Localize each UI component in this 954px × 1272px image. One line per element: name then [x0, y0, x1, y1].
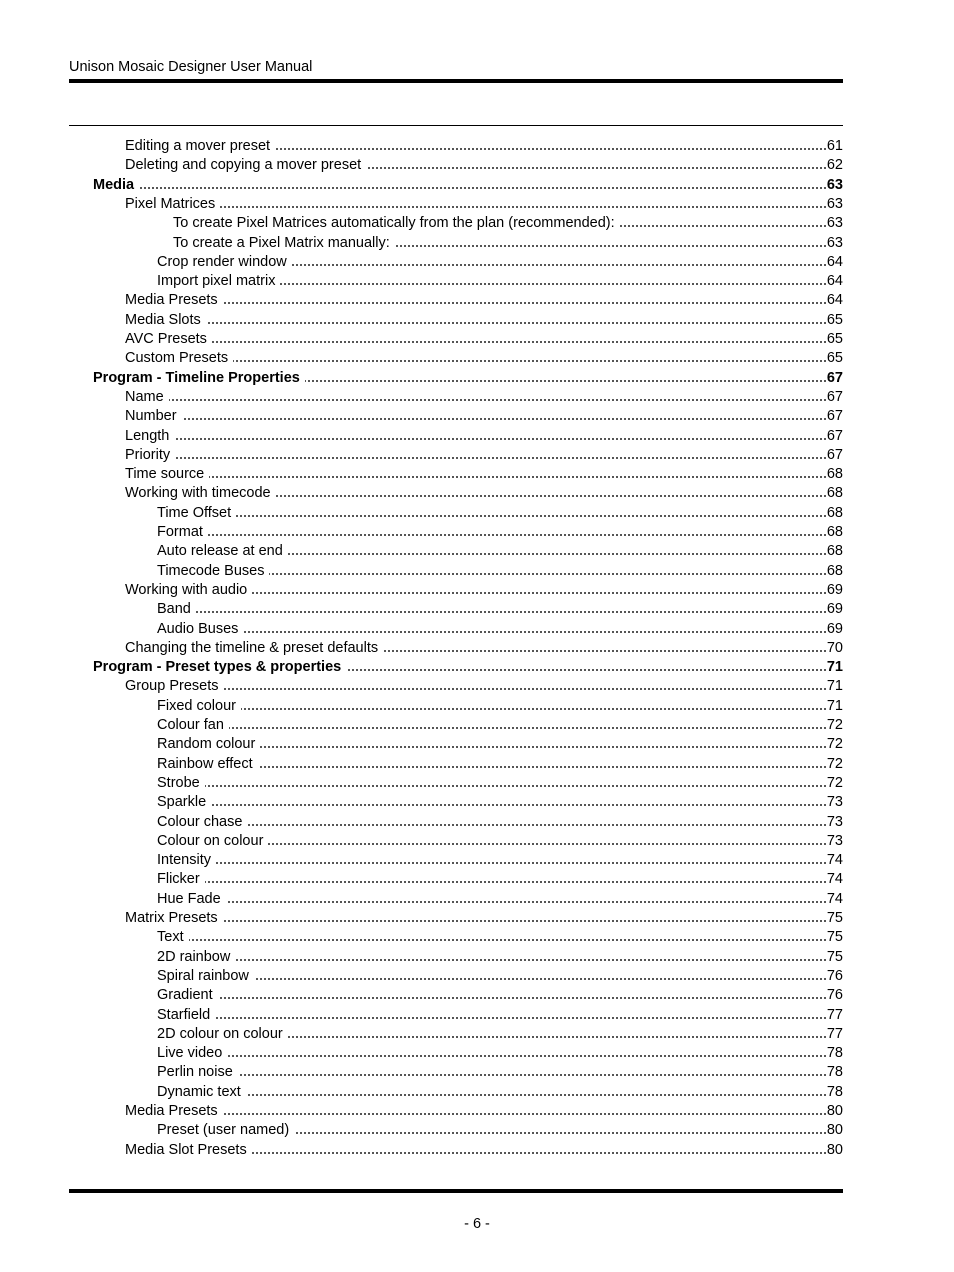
toc-leader-dots — [157, 997, 826, 999]
toc-entry[interactable] — [0, 388, 954, 407]
toc-entry-page: 78 — [826, 1045, 843, 1062]
toc-entry-page: 76 — [826, 987, 843, 1004]
toc-leader-dots — [157, 1017, 826, 1019]
toc-entry-page: 61 — [826, 138, 843, 154]
toc-leader-dots — [125, 920, 826, 922]
toc-entry-label: Strobe — [157, 774, 205, 793]
toc-entry-label: Dynamic text — [157, 1083, 246, 1102]
toc-entry[interactable] — [0, 291, 954, 310]
toc-entry[interactable] — [0, 214, 954, 233]
toc-entry-label: Random colour — [157, 735, 260, 754]
toc-entry-label: Deleting and copying a mover preset — [125, 156, 366, 175]
toc-entry-label: Length — [125, 427, 174, 446]
toc-entry[interactable] — [0, 1083, 954, 1102]
toc-entry-label: Group Presets — [125, 677, 224, 696]
toc-leader-dots — [125, 476, 826, 478]
toc-entry-label: Number — [125, 407, 182, 426]
toc-entry-page: 69 — [826, 581, 843, 598]
toc-entry-label: Working with timecode — [125, 484, 276, 503]
toc-entry-label: Fixed colour — [157, 697, 241, 716]
toc-entry-page: 71 — [826, 659, 843, 676]
toc-entry[interactable] — [0, 1063, 954, 1082]
toc-leader-dots — [157, 708, 826, 710]
toc-leader-dots — [157, 824, 826, 826]
toc-leader-dots — [93, 187, 826, 189]
toc-entry[interactable] — [0, 369, 954, 388]
toc-entry[interactable] — [0, 1102, 954, 1121]
toc-entry-label: Text — [157, 928, 189, 947]
toc-entry-page: 63 — [826, 234, 843, 251]
toc-entry[interactable] — [0, 639, 954, 658]
toc-entry-label: Media Presets — [125, 1102, 223, 1121]
toc-entry[interactable] — [0, 1121, 954, 1140]
toc-entry[interactable] — [0, 234, 954, 253]
toc-entry[interactable] — [0, 755, 954, 774]
toc-entry[interactable] — [0, 176, 954, 195]
toc-leader-dots — [157, 1074, 826, 1076]
header-rule-thick — [69, 79, 843, 83]
toc-entry-page: 73 — [826, 832, 843, 849]
toc-leader-dots — [157, 804, 826, 806]
toc-entry-label: Time Offset — [157, 504, 236, 523]
toc-entry-page: 64 — [826, 273, 843, 290]
toc-entry-page: 80 — [826, 1141, 843, 1158]
toc-entry-page: 68 — [826, 485, 843, 502]
toc-entry-page: 67 — [826, 427, 843, 444]
toc-entry[interactable] — [0, 832, 954, 851]
toc-leader-dots — [157, 1055, 826, 1057]
toc-entry[interactable] — [0, 658, 954, 677]
toc-leader-dots — [157, 631, 826, 633]
toc-entry-label: Perlin noise — [157, 1063, 238, 1082]
toc-entry-page: 63 — [826, 176, 843, 193]
toc-entry-label: AVC Presets — [125, 330, 212, 349]
toc-entry[interactable] — [0, 253, 954, 272]
toc-entry-page: 71 — [826, 678, 843, 695]
toc-leader-dots — [125, 341, 826, 343]
toc-leader-dots — [125, 206, 826, 208]
toc-entry-page: 73 — [826, 813, 843, 830]
toc-entry-label: Pixel Matrices — [125, 195, 220, 214]
toc-leader-dots — [125, 688, 826, 690]
toc-entry[interactable] — [0, 542, 954, 561]
toc-entry-page: 70 — [826, 639, 843, 656]
toc-entry[interactable] — [0, 137, 954, 156]
toc-entry-label: Program - Timeline Properties — [93, 369, 305, 388]
toc-entry-page: 68 — [826, 524, 843, 540]
toc-entry[interactable] — [0, 870, 954, 889]
toc-entry[interactable] — [0, 890, 954, 909]
toc-entry-label: Colour on colour — [157, 832, 268, 851]
toc-entry-page: 80 — [826, 1103, 843, 1119]
toc-entry-page: 67 — [826, 388, 843, 405]
toc-entry-label: Format — [157, 523, 208, 542]
toc-entry[interactable] — [0, 620, 954, 639]
toc-entry[interactable] — [0, 1141, 954, 1160]
toc-entry-page: 71 — [826, 697, 843, 714]
toc-entry-label: Spiral rainbow — [157, 967, 254, 986]
toc-entry-label: Sparkle — [157, 793, 211, 812]
toc-entry-page: 72 — [826, 736, 843, 753]
toc-leader-dots — [125, 302, 826, 304]
toc-entry[interactable] — [0, 774, 954, 793]
toc-entry-label: Colour chase — [157, 813, 247, 832]
toc-entry-label: Hue Fade — [157, 890, 226, 909]
toc-entry-label: Preset (user named) — [157, 1121, 294, 1140]
toc-entry[interactable] — [0, 523, 954, 542]
toc-entry-label: Flicker — [157, 870, 205, 889]
toc-entry-page: 67 — [826, 369, 843, 386]
toc-entry-label: Matrix Presets — [125, 909, 223, 928]
toc-leader-dots — [157, 939, 826, 941]
toc-entry-label: Starfield — [157, 1006, 215, 1025]
toc-entry-page: 68 — [826, 466, 843, 483]
toc-entry-page: 72 — [826, 717, 843, 733]
toc-entry-page: 65 — [826, 350, 843, 367]
footer-rule — [69, 1189, 843, 1193]
toc-entry[interactable] — [0, 195, 954, 214]
toc-entry-label: 2D colour on colour — [157, 1025, 288, 1044]
toc-entry-label: To create a Pixel Matrix manually: — [173, 234, 395, 253]
toc-entry-label: Gradient — [157, 986, 218, 1005]
toc-entry-label: Media Slots — [125, 311, 206, 330]
toc-entry[interactable] — [0, 427, 954, 446]
toc-entry[interactable] — [0, 813, 954, 832]
toc-entry-label: Media — [93, 176, 139, 195]
toc-entry-label: Media Slot Presets — [125, 1141, 252, 1160]
toc-entry-label: Timecode Buses — [157, 562, 269, 581]
toc-entry[interactable] — [0, 562, 954, 581]
toc-leader-dots — [157, 1094, 826, 1096]
toc-entry-page: 75 — [826, 929, 843, 946]
toc-entry-page: 77 — [826, 1025, 843, 1042]
toc-entry-page: 69 — [826, 620, 843, 637]
toc-entry-page: 73 — [826, 794, 843, 811]
toc-entry-page: 72 — [826, 774, 843, 791]
toc-entry[interactable] — [0, 600, 954, 619]
toc-entry-page: 62 — [826, 157, 843, 174]
toc-entry-label: Media Presets — [125, 291, 223, 310]
header-rule-thin — [69, 125, 843, 126]
toc-leader-dots — [125, 438, 826, 440]
toc-entry-label: Priority — [125, 446, 175, 465]
toc-entry-page: 77 — [826, 1006, 843, 1023]
toc-entry-label: Import pixel matrix — [157, 272, 280, 291]
toc-entry[interactable] — [0, 793, 954, 812]
toc-leader-dots — [157, 727, 826, 729]
toc-entry[interactable] — [0, 484, 954, 503]
toc-entry-page: 65 — [826, 311, 843, 328]
toc-entry-page: 63 — [826, 215, 843, 232]
toc-entry-page: 78 — [826, 1064, 843, 1081]
toc-entry-page: 78 — [826, 1083, 843, 1100]
toc-entry-label: Intensity — [157, 851, 216, 870]
toc-entry[interactable] — [0, 407, 954, 426]
toc-entry[interactable] — [0, 851, 954, 870]
toc-entry[interactable] — [0, 156, 954, 175]
toc-entry[interactable] — [0, 504, 954, 523]
toc-leader-dots — [125, 418, 826, 420]
toc-entry[interactable] — [0, 948, 954, 967]
toc-leader-dots — [157, 862, 826, 864]
toc-entry-page: 63 — [826, 195, 843, 212]
toc-entry-label: Crop render window — [157, 253, 292, 272]
toc-entry-page: 74 — [826, 871, 843, 888]
toc-entry[interactable] — [0, 349, 954, 368]
toc-entry[interactable] — [0, 1025, 954, 1044]
toc-entry-label: Audio Buses — [157, 620, 243, 639]
toc-entry-page: 80 — [826, 1122, 843, 1139]
toc-entry-page: 74 — [826, 890, 843, 907]
toc-entry-label: Changing the timeline & preset defaults — [125, 639, 383, 658]
toc-leader-dots — [157, 534, 826, 536]
toc-leader-dots — [157, 611, 826, 613]
toc-entry-page: 74 — [826, 852, 843, 869]
toc-leader-dots — [125, 399, 826, 401]
toc-leader-dots — [125, 1113, 826, 1115]
toc-entry[interactable] — [0, 1044, 954, 1063]
toc-entry[interactable] — [0, 697, 954, 716]
toc-entry[interactable] — [0, 716, 954, 735]
toc-entry-label: Editing a mover preset — [125, 137, 275, 156]
toc-entry[interactable] — [0, 330, 954, 349]
toc-entry-page: 75 — [826, 910, 843, 926]
toc-entry-label: Program - Preset types & properties — [93, 658, 346, 677]
toc-entry-label: Name — [125, 388, 169, 407]
document-header-title: Unison Mosaic Designer User Manual — [69, 59, 313, 75]
toc-entry-label: Live video — [157, 1044, 227, 1063]
toc-entry[interactable] — [0, 735, 954, 754]
toc-entry[interactable] — [0, 928, 954, 947]
toc-entry-page: 64 — [826, 292, 843, 309]
toc-entry[interactable] — [0, 967, 954, 986]
toc-entry-page: 68 — [826, 504, 843, 521]
toc-leader-dots — [125, 457, 826, 459]
toc-entry-label: Auto release at end — [157, 542, 288, 561]
toc-entry[interactable] — [0, 446, 954, 465]
toc-entry-page: 68 — [826, 543, 843, 560]
page-number: - 6 - — [464, 1216, 490, 1232]
toc-entry[interactable] — [0, 311, 954, 330]
toc-leader-dots — [157, 959, 826, 961]
toc-entry-label: Custom Presets — [125, 349, 233, 368]
toc-entry-page: 76 — [826, 967, 843, 984]
toc-entry-page: 67 — [826, 408, 843, 425]
toc-leader-dots — [157, 901, 826, 903]
toc-entry-page: 69 — [826, 601, 843, 618]
toc-entry-label: Colour fan — [157, 716, 229, 735]
toc-entry-label: Rainbow effect — [157, 755, 258, 774]
toc-entry[interactable] — [0, 909, 954, 928]
toc-entry[interactable] — [0, 1006, 954, 1025]
toc-entry-page: 75 — [826, 948, 843, 965]
toc-entry-label: Working with audio — [125, 581, 252, 600]
toc-entry[interactable] — [0, 465, 954, 484]
toc-leader-dots — [125, 322, 826, 324]
toc-entry[interactable] — [0, 986, 954, 1005]
toc-entry-page: 68 — [826, 562, 843, 579]
toc-entry-page: 64 — [826, 253, 843, 270]
toc-entry-label: To create Pixel Matrices automatically from the plan (recommended): — [173, 214, 620, 233]
toc-entry[interactable] — [0, 272, 954, 291]
toc-entry-label: Band — [157, 600, 196, 619]
toc-entry-label: 2D rainbow — [157, 948, 235, 967]
toc-entry-page: 65 — [826, 331, 843, 347]
toc-leader-dots — [157, 881, 826, 883]
toc-leader-dots — [157, 978, 826, 980]
toc-entry[interactable] — [0, 677, 954, 696]
toc-entry-page: 72 — [826, 755, 843, 772]
toc-leader-dots — [157, 515, 826, 517]
toc-entry-page: 67 — [826, 446, 843, 463]
toc-entry[interactable] — [0, 581, 954, 600]
toc-entry-label: Time source — [125, 465, 209, 484]
toc-leader-dots — [157, 785, 826, 787]
